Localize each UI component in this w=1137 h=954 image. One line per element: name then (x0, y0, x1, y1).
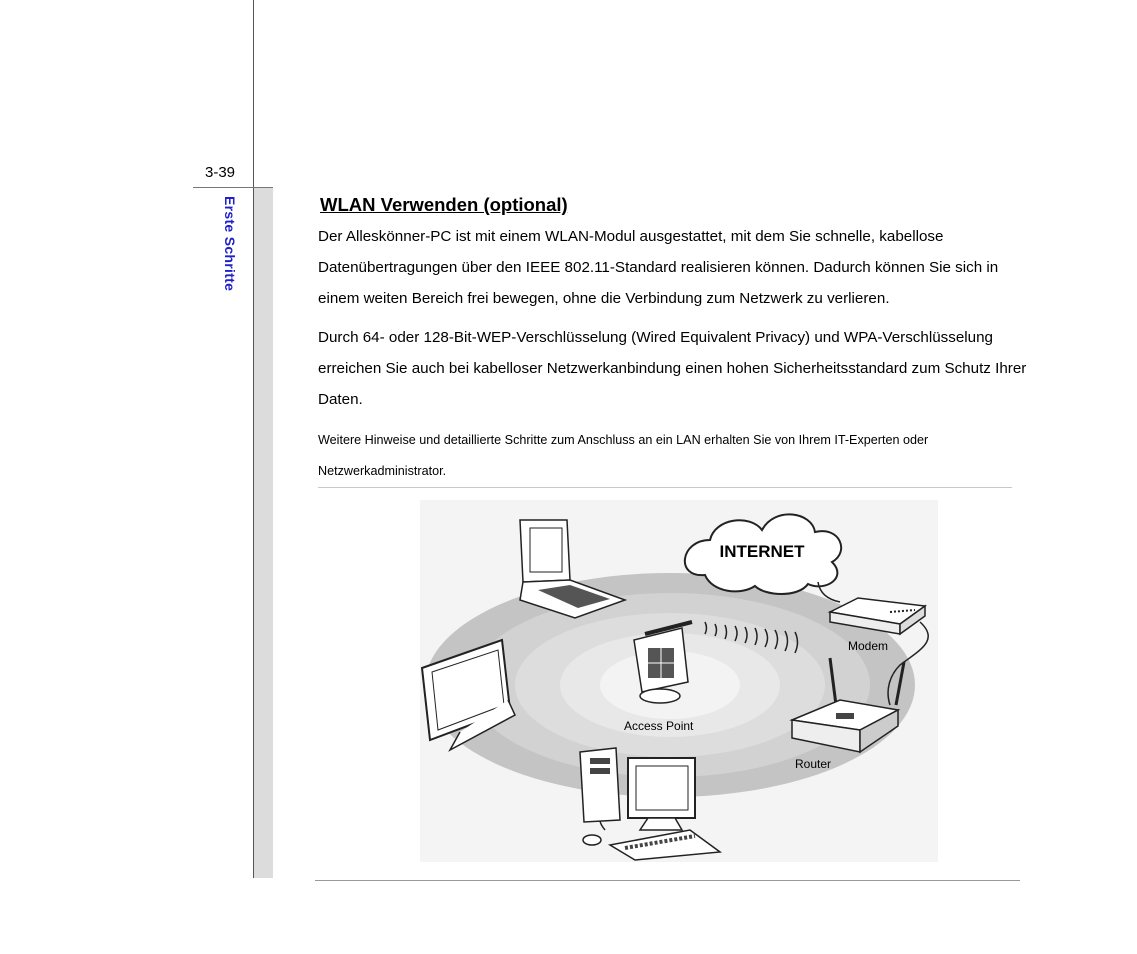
main-content (318, 194, 1038, 487)
section-label: Erste Schritte (222, 196, 238, 292)
note-text: Weitere Hinweise und detaillierte Schritte zum Anschluss an ein LAN erhalten Sie von Ihrem IT-Experten oder Netzwerkadministrator. (318, 433, 929, 478)
divider (318, 487, 1012, 488)
paragraph-wlan-intro: Der Alleskönner-PC ist mit einem WLAN-Modul ausgestattet, mit dem Sie schnelle, kabellose Datenübertragungen über den IEEE 802.11-Standard realisieren können. Dadurch können Sie sich in einem weiten Bereich frei bewegen, ohne die Verbindung zum Netzwerk zu verlieren. (318, 228, 999, 307)
laptop-device (520, 520, 625, 618)
footer-rule (315, 880, 1020, 881)
wlan-diagram (420, 500, 938, 862)
paragraph-encryption: Durch 64- oder 128-Bit-WEP-Verschlüsselung (Wired Equivalent Privacy) und WPA-Verschlüsselung erreichen Sie auch bei kabelloser Netzwerkanbindung einen hohen Sicherheitsstandard zum Schutz Ihrer Daten. (318, 329, 1027, 408)
access-point-label: Access Point (624, 719, 694, 733)
side-tab-bar (254, 188, 273, 878)
router-label: Router (795, 757, 832, 771)
section-title: WLAN Verwenden (optional) (320, 194, 568, 215)
internet-label: INTERNET (719, 542, 805, 561)
modem-label: Modem (848, 639, 889, 653)
page-number: 3-39 (205, 164, 236, 181)
